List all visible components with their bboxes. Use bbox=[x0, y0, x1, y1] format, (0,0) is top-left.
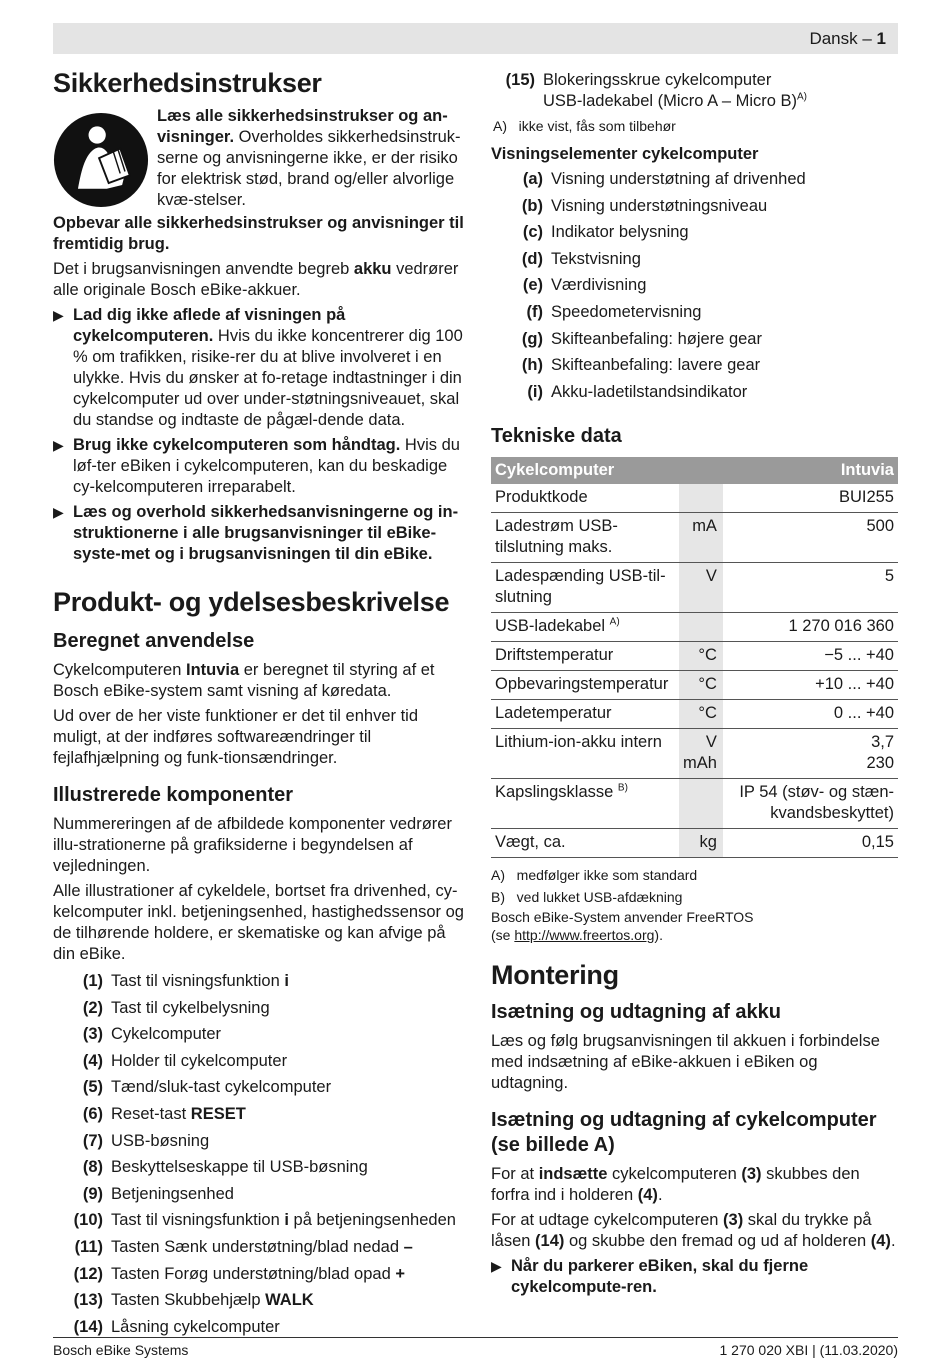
item-number: (2) bbox=[82, 998, 103, 1017]
item-text bbox=[111, 971, 289, 992]
text-part: skal du trykke på låsen bbox=[491, 1211, 872, 1251]
safety-warning bbox=[53, 106, 465, 211]
row-label bbox=[491, 779, 679, 829]
row-unit: °C bbox=[679, 700, 723, 729]
row-unit: °C bbox=[679, 642, 723, 671]
text-part: For at udtage cykelcomputeren bbox=[491, 1211, 724, 1230]
row-unit bbox=[679, 613, 723, 642]
freertos-pre: (se bbox=[491, 927, 515, 944]
item-number: (4) bbox=[82, 1051, 103, 1070]
item-number: (11) bbox=[74, 1237, 103, 1256]
item-number: (c) bbox=[522, 223, 543, 242]
freertos-note bbox=[491, 908, 898, 944]
item-number: (5) bbox=[82, 1078, 103, 1097]
list-item bbox=[51, 1131, 465, 1158]
triangle-right-icon: ▶ bbox=[491, 1258, 502, 1275]
text-bold: (3) bbox=[741, 1165, 762, 1184]
row-value: 5 bbox=[723, 563, 898, 613]
note-key: B) bbox=[491, 889, 505, 906]
bullet-bold: Lad dig ikke aflede af visningen på cykelcomputeren. bbox=[73, 306, 346, 345]
item-number: (9) bbox=[82, 1184, 103, 1203]
footnote-ref: A) bbox=[797, 91, 808, 103]
note-text: medfølger ikke som standard bbox=[516, 867, 698, 884]
item-number: (3) bbox=[82, 1025, 103, 1044]
item-number: (6) bbox=[82, 1104, 103, 1123]
footer-right: 1 270 020 XBI | (11.03.2020) bbox=[719, 1342, 898, 1358]
note-text: ved lukket USB-afdækning bbox=[516, 889, 683, 906]
item-number: (h) bbox=[521, 356, 543, 375]
item-number: (1) bbox=[82, 972, 103, 990]
row-value: 1 270 016 360 bbox=[723, 613, 898, 642]
item-number: (12) bbox=[73, 1264, 103, 1283]
table-row bbox=[491, 563, 898, 613]
list-item bbox=[51, 1104, 465, 1131]
text-part: skubbes den forfra ind i holderen bbox=[491, 1165, 860, 1205]
table-row bbox=[491, 513, 898, 563]
computer-mount-heading: Isætning og udtagning af cykelcomputer (se billede A) bbox=[491, 1109, 877, 1157]
bullet-bold: Brug ikke cykelcomputeren som håndtag. bbox=[73, 436, 401, 454]
product-heading: Produkt- og ydelsesbeskrivelse bbox=[53, 587, 450, 617]
freertos-text: Bosch eBike-System anvender FreeRTOS bbox=[491, 909, 754, 926]
item-label: Tasten Sænk understøtning/blad nedad bbox=[111, 1237, 404, 1256]
keep-instructions bbox=[53, 213, 465, 255]
row-unit: kg bbox=[679, 829, 723, 858]
safety-bullet bbox=[53, 305, 465, 431]
list-item bbox=[51, 1290, 465, 1317]
item-text bbox=[111, 1237, 413, 1258]
text-bold: (3) bbox=[723, 1211, 744, 1230]
item-text bbox=[111, 1264, 405, 1285]
item-label: Betjeningsenhed bbox=[111, 1184, 234, 1203]
item-text bbox=[543, 70, 807, 112]
intended-heading: Beregnet anvendelse bbox=[53, 630, 255, 652]
table-header-value: Intuvia bbox=[723, 457, 898, 484]
text-bold: indsætte bbox=[538, 1165, 608, 1184]
components-list bbox=[51, 971, 465, 1343]
triangle-right-icon: ▶ bbox=[53, 307, 64, 323]
item-label: Tast til cykelbelysning bbox=[111, 998, 270, 1017]
akku-pre: Det i brugsanvisningen anvendte begreb bbox=[53, 260, 354, 278]
note-a bbox=[493, 116, 898, 136]
left-column bbox=[53, 66, 465, 1343]
row-label: Ladespænding USB-til-slutning bbox=[491, 563, 679, 613]
page-label bbox=[809, 28, 886, 49]
list-item bbox=[51, 1051, 465, 1078]
display-elements-list bbox=[491, 169, 898, 408]
mount-text-1 bbox=[491, 1164, 898, 1206]
item-bold: WALK bbox=[265, 1291, 314, 1310]
row-unit bbox=[679, 729, 723, 779]
tech-table bbox=[491, 457, 898, 858]
table-header-label: Cykelcomputer bbox=[491, 457, 679, 484]
row-label-text: Kapslingsklasse bbox=[495, 783, 614, 802]
row-label: Ladestrøm USB-tilslutning maks. bbox=[491, 513, 679, 563]
item-label: Tekstvisning bbox=[551, 249, 641, 268]
intended-bold: Intuvia bbox=[185, 661, 240, 679]
akku-note bbox=[53, 259, 465, 301]
row-value-2: 230 bbox=[866, 754, 894, 773]
list-item bbox=[51, 1184, 465, 1211]
item-label: Skifteanbefaling: lavere gear bbox=[551, 356, 761, 375]
row-value bbox=[723, 729, 898, 779]
item-label: USB-bøsning bbox=[111, 1131, 210, 1150]
item-number: (7) bbox=[82, 1131, 103, 1150]
warning-bold: Læs alle sikkerhedsinstrukser og an-visninger. bbox=[157, 107, 448, 146]
read-manual-icon bbox=[53, 112, 149, 208]
text-part: For at bbox=[491, 1165, 539, 1184]
row-unit: V bbox=[679, 563, 723, 613]
warning-body: Overholdes sikkerhedsinstruk-serne og anvisningerne ikke, er der risiko for elektrisk stød, brand og/eller alvorlige kvæ-stelser. bbox=[157, 128, 461, 209]
item-number: (d) bbox=[521, 249, 543, 268]
bullet-text: Hvis du løf-ter eBiken i cykelcomputeren, kan du beskadige cy-kelcomputeren irreparabelt. bbox=[73, 436, 460, 496]
page-number: 1 bbox=[876, 29, 886, 48]
text-bold: (4) bbox=[870, 1232, 891, 1251]
footnote-ref: A) bbox=[609, 616, 620, 628]
table-note-a bbox=[491, 864, 898, 886]
safety-bullet bbox=[53, 435, 465, 498]
table-row bbox=[491, 729, 898, 779]
row-value: −5 ... +40 bbox=[723, 642, 898, 671]
mount-heading: Montering bbox=[491, 960, 619, 991]
list-item bbox=[491, 382, 898, 409]
list-item bbox=[51, 1264, 465, 1291]
table-row bbox=[491, 613, 898, 642]
akku-mount-heading: Isætning og udtagning af akku bbox=[491, 1001, 781, 1024]
table-row bbox=[491, 700, 898, 729]
item-label: Holder til cykelcomputer bbox=[111, 1051, 288, 1070]
safety-bullet bbox=[53, 502, 465, 565]
tech-heading: Tekniske data bbox=[491, 425, 622, 448]
item-label: Blokeringsskrue cykelcomputer bbox=[543, 71, 772, 89]
list-item bbox=[51, 1157, 465, 1184]
list-item bbox=[51, 998, 465, 1025]
row-label: Produktkode bbox=[491, 484, 679, 513]
item-label: Tast til visningsfunktion bbox=[111, 1211, 285, 1230]
row-label: Ladetemperatur bbox=[491, 700, 679, 729]
triangle-right-icon: ▶ bbox=[53, 504, 64, 520]
item-number: (13) bbox=[73, 1291, 103, 1310]
list-item bbox=[491, 329, 898, 356]
item-number: (e) bbox=[522, 276, 543, 295]
row-unit: °C bbox=[679, 671, 723, 700]
item-label: Tænd/sluk-tast cykelcomputer bbox=[111, 1078, 332, 1097]
list-item bbox=[491, 249, 898, 276]
list-item bbox=[51, 971, 465, 998]
akku-bold: akku bbox=[353, 260, 392, 278]
item-label: Speedometervisning bbox=[551, 302, 702, 321]
item-label: Tasten Skubbehjælp bbox=[111, 1291, 266, 1310]
language-label: Dansk – bbox=[809, 29, 877, 48]
footer-left: Bosch eBike Systems bbox=[53, 1342, 189, 1358]
intended-post: er beregnet til styring af et Bosch eBike-system samt visning af køredata. bbox=[53, 661, 435, 700]
item-number: (10) bbox=[73, 1211, 103, 1230]
row-unit bbox=[679, 484, 723, 513]
safety-heading: Sikkerhedsinstrukser bbox=[53, 68, 322, 98]
table-note-b bbox=[491, 886, 898, 908]
table-header-row bbox=[491, 457, 898, 484]
table-row bbox=[491, 671, 898, 700]
row-label: Lithium-ion-akku intern bbox=[491, 729, 679, 779]
text-bold: (4) bbox=[637, 1186, 658, 1205]
display-heading: Visningselementer cykelcomputer bbox=[491, 145, 759, 163]
item-number: (8) bbox=[82, 1158, 103, 1177]
list-item bbox=[51, 1077, 465, 1104]
components-intro-2: Alle illustrationer af cykeldele, bortset fra drivenhed, cy-kelcomputer inkl. betjeningsenhed, hastighedssensor og de tilhørende holdere, er skematiske og kan afvige på din eBike. bbox=[53, 882, 464, 963]
freertos-post: ). bbox=[654, 927, 663, 944]
row-label: Opbevaringstemperatur bbox=[491, 671, 679, 700]
item-number: (15) bbox=[505, 71, 535, 89]
components-heading: Illustrerede komponenter bbox=[53, 784, 294, 806]
item-bold: RESET bbox=[190, 1104, 246, 1123]
mount-text-2 bbox=[491, 1210, 898, 1252]
item-label: Cykelcomputer bbox=[111, 1025, 222, 1044]
table-row bbox=[491, 484, 898, 513]
item-bold: i bbox=[284, 1211, 289, 1230]
intended-pre: Cykelcomputeren bbox=[53, 661, 186, 679]
row-unit-1: V bbox=[705, 733, 717, 752]
table-header-unit bbox=[679, 457, 723, 484]
item-label: Skifteanbefaling: højere gear bbox=[551, 329, 762, 348]
item-label-2: USB-ladekabel (Micro A – Micro B) bbox=[543, 92, 798, 110]
item-label: Reset-tast bbox=[111, 1104, 191, 1123]
list-item bbox=[491, 355, 898, 382]
row-label: Vægt, ca. bbox=[491, 829, 679, 858]
table-notes bbox=[491, 864, 898, 908]
row-value-1: 3,7 bbox=[871, 733, 894, 752]
table-row bbox=[491, 642, 898, 671]
text-part: og skubbe den fremad og ud af holderen bbox=[564, 1232, 871, 1251]
item-text bbox=[111, 1290, 314, 1311]
components-intro: Nummereringen af de afbildede komponenter vedrører illu-strationerne på grafiksiderne i begyndelsen af vejledningen. bbox=[53, 815, 452, 875]
item-label: Visning understøtningsniveau bbox=[551, 196, 768, 215]
text-bold: (14) bbox=[535, 1232, 565, 1251]
list-item bbox=[491, 302, 898, 329]
note-key: A) bbox=[493, 118, 507, 134]
list-item bbox=[51, 1237, 465, 1264]
table-row bbox=[491, 829, 898, 858]
warning-text bbox=[157, 106, 465, 211]
item-text bbox=[111, 1104, 246, 1125]
item-label: Visning understøtning af drivenhed bbox=[551, 170, 806, 188]
item-after: på betjeningsenheden bbox=[288, 1211, 456, 1230]
footer bbox=[53, 1337, 898, 1361]
intended-text bbox=[53, 660, 465, 702]
list-item bbox=[491, 169, 898, 196]
text-part: . bbox=[657, 1186, 663, 1205]
item-label: Låsning cykelcomputer bbox=[111, 1317, 280, 1336]
item-label: Beskyttelseskappe til USB-bøsning bbox=[111, 1158, 368, 1177]
table-row bbox=[491, 779, 898, 829]
item-number: (a) bbox=[522, 170, 543, 188]
note-text: ikke vist, fås som tilbehør bbox=[518, 118, 676, 134]
park-bullet bbox=[491, 1256, 898, 1298]
list-item bbox=[491, 275, 898, 302]
item-label: Indikator belysning bbox=[551, 223, 689, 242]
list-item bbox=[491, 222, 898, 249]
item-text bbox=[111, 1210, 456, 1231]
item-number: (i) bbox=[527, 382, 543, 401]
item-label: Akku-ladetilstandsindikator bbox=[551, 382, 748, 401]
item-number: (g) bbox=[521, 329, 543, 348]
item-bold: i bbox=[284, 972, 289, 990]
akku-mount-text: Læs og følg brugsanvisningen til akkuen i forbindelse med indsætning af eBike-akkuen i eBiken og udtagning. bbox=[491, 1032, 880, 1093]
bullet-bold: Når du parkerer eBiken, skal du fjerne cykelcompute-ren. bbox=[511, 1257, 809, 1297]
row-label-text: USB-ladekabel bbox=[495, 617, 606, 636]
item-bold: + bbox=[395, 1264, 405, 1283]
akku-post: vedrører alle originale Bosch eBike-akkuer. bbox=[53, 260, 459, 299]
row-value: 500 bbox=[723, 513, 898, 563]
row-value: IP 54 (støv- og stæn-kvandsbeskyttet) bbox=[723, 779, 898, 829]
item-number: (b) bbox=[521, 196, 543, 215]
right-column bbox=[491, 70, 898, 1302]
row-unit bbox=[679, 779, 723, 829]
list-item bbox=[51, 1210, 465, 1237]
row-label bbox=[491, 613, 679, 642]
component-15 bbox=[491, 70, 898, 112]
list-item bbox=[51, 1024, 465, 1051]
item-number: (f) bbox=[526, 302, 543, 321]
freertos-link[interactable]: http://www.freertos.org bbox=[514, 927, 655, 944]
bullet-text: Hvis du ikke koncentrerer dig 100 % om trafikken, risike-rer du at blive involveret i en ulykke. Hvis du ønsker at fo-retage indtastninger i din cykelcomputer ud over under-støtningsniveauet, skal du standse og indtaste de pågæl-dende data. bbox=[73, 327, 463, 429]
item-label: Tast til visningsfunktion bbox=[111, 972, 285, 990]
item-label: Værdivisning bbox=[551, 276, 647, 295]
row-unit: mA bbox=[679, 513, 723, 563]
row-unit-2: mAh bbox=[683, 754, 717, 773]
intended-text-2: Ud over de her viste funktioner er det til enhver tid muligt, at der indføres softwareændringer til fejlafhjælpning og funk-tionsændringer. bbox=[53, 707, 419, 767]
note-key: A) bbox=[491, 867, 505, 884]
keep-bold: Opbevar alle sikkerhedsinstrukser og anvisninger til fremtidig brug. bbox=[53, 214, 464, 253]
row-label: Driftstemperatur bbox=[491, 642, 679, 671]
row-value: 0,15 bbox=[723, 829, 898, 858]
text-part: cykelcomputeren bbox=[607, 1165, 742, 1184]
row-value: +10 ... +40 bbox=[723, 671, 898, 700]
text-part: . bbox=[890, 1232, 896, 1251]
triangle-right-icon: ▶ bbox=[53, 437, 64, 453]
item-bold: – bbox=[403, 1237, 413, 1256]
row-value: 0 ... +40 bbox=[723, 700, 898, 729]
list-item bbox=[491, 196, 898, 223]
item-label: Tasten Forøg understøtning/blad opad bbox=[111, 1264, 396, 1283]
bullet-bold: Læs og overhold sikkerhedsanvisningerne og in-struktionerne i alle brugsanvisninger til eBike-syste-met og i brugsanvisningen til din eBike. bbox=[73, 503, 459, 563]
item-number: (14) bbox=[73, 1317, 103, 1336]
row-value: BUI255 bbox=[723, 484, 898, 513]
header-bar bbox=[53, 23, 898, 54]
footnote-ref: B) bbox=[617, 782, 628, 794]
